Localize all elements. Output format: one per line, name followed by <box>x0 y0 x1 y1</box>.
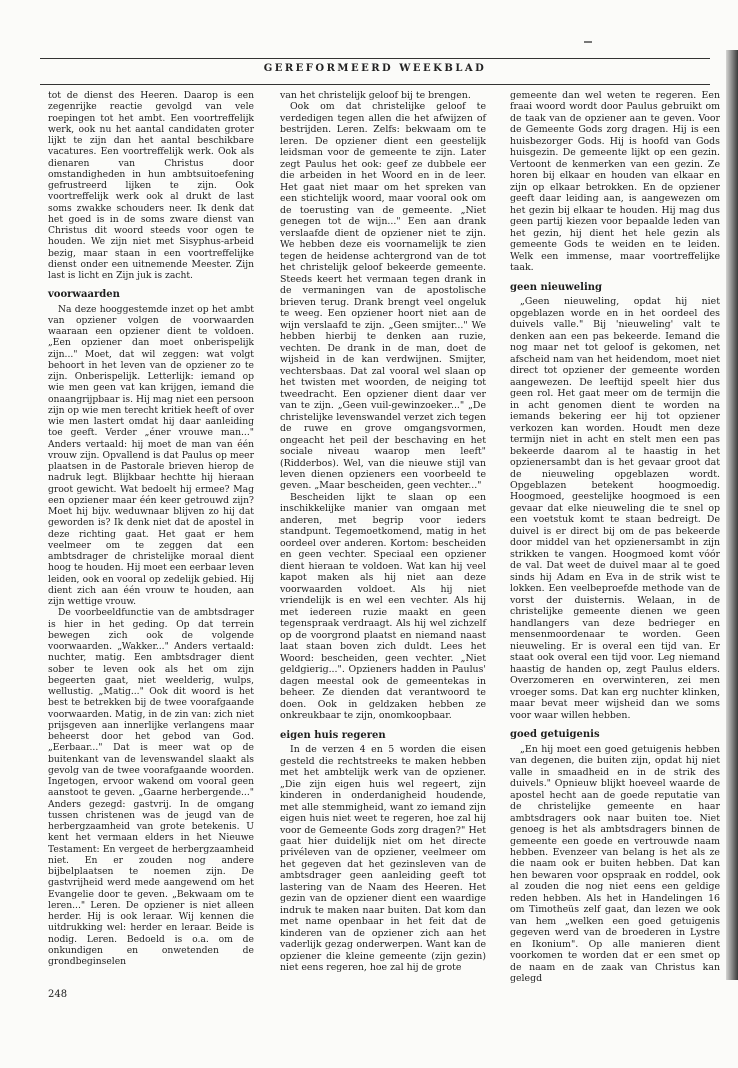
scan-mark <box>584 41 592 43</box>
paragraph: tot de dienst des Heeren. Daarop is een zegenrijke reactie gevolgd van vele roepingen tot het ambt. Een voortreffelijk werk, ook nu het aantal candidaten groter lijkt te zijn dan het aantal beschikbare vacatures. Een voortreffelijk werk. Ook als dienaren van Christus door omstandigheden in hun ambtsuitoefening gefrustreerd lijken te zijn. Ook voortreffelijk werk ook al drukt de last soms zwakke schouders neer. Ik denk dat het goed is in de soms zware dienst van Christus dit woord steeds voor ogen te houden. We zijn niet met Sisyphus-arbeid bezig, maar staan in een voortreffelijke dienst onder een uitnemende Meester. Zijn last is licht en Zijn juk is zacht. <box>48 90 254 281</box>
page-number: 248 <box>48 989 68 1000</box>
paragraph: gemeente dan wel weten te regeren. Een fraai woord wordt door Paulus gebruikt om de taak van de opziener aan te geven. Voor de Gemeente Gods zorg dragen. Hij is een huisbezorger Gods. Hij is hoofd van Gods huisgezin. De gemeente lijkt op een gezin. Vertoont de kenmerken van een gezin. Ze horen bij elkaar en houden van elkaar en zijn op elkaar betrokken. En de opziener geeft daar leiding aan, is aangewezen om het gezin bij elkaar te houden. Hij mag dus geen partij kiezen voor bepaalde leden van het gezin, hij dient het hele gezin als gemeente Gods te weiden en te leiden. Welk een immense, maar voortreffelijke taak. <box>510 90 720 274</box>
running-header <box>30 58 720 85</box>
section-heading-voorwaarden: voorwaarden <box>48 289 120 301</box>
paragraph: Na deze hooggestemde inzet op het ambt van opziener volgen de voorwaarden waaraan een opziener dient te voldoen. „Een opziener dan moet onberispelijk zijn..." Moet, dat wil zeggen: wat volgt behoort in het leven van de opziener zo te zijn. Onberispelijk. Letterlijk: iemand op wie men geen vat kan krijgen, iemand die onaangrijpbaar is. Hij mag niet een persoon zijn op wie men terecht kritiek heeft of over wie men lastert omdat hij daar aanleiding toe geeft. Verder „éner vrouwe man..." Anders vertaald: hij moet de man van één vrouw zijn. Opvallend is dat Paulus op meer plaatsen in de Pastorale brieven hierop de nadruk legt. Blijkbaar hechtte hij hieraan groot gewicht. Wat bedoelt hij ermee? Mag een opziener maar één keer getrouwd zijn? Moet hij bijv. weduwnaar blijven zo hij dat geworden is? Ik denk niet dat de apostel in deze richting gaat. Het gaat er hem veelmeer om te zeggen dat een ambtsdrager de christelijke moraal dient hoog te houden. Hij moet een eerbaar leven leiden, ook en vooral op zedelijk gebied. Hij dient zich aan één vrouw te houden, aan zijn wettige vrouw. <box>48 303 254 607</box>
paragraph: „Geen nieuweling, opdat hij niet opgeblazen worde en in het oordeel des duivels valle." Bij 'nieuweling' valt te denken aan een pas bekeerde. Iemand die nog maar net tot geloof is gekomen, net afscheid nam van het heidendom, moet niet direct tot opziener der gemeente worden aangewezen. De leeftijd speelt hier dus geen rol. Het gaat meer om de termijn die in acht genomen dient te worden na iemands bekering eer hij tot opziener verkozen kan worden. Houdt men deze termijn niet in acht en stelt men een pas bekeerde daarom al te haastig in het opzienersambt dan is het gevaar groot dat de nieuweling opgeblazen wordt. Opgeblazen betekent hoogmoedig. Hoogmoed, geestelijke hoogmoed is een gevaar dat elke nieuweling die te snel op een voetstuk komt te staan bedreigt. De duivel is er direct bij om de pas bekeerde door middel van het opzienersambt in zijn strikken te vangen. Hoogmoed komt vóór de val. Dat weet de duivel maar al te goed sinds hij Adam en Eva in de strik wist te lokken. Een veelbeproefde methode van de vorst der duisternis. Welaan, in de christelijke gemeente dienen we geen handlangers van deze bedrieger en mensenmoordenaar te worden. Geen nieuweling. Er is overal een tijd van. Er staat ook overal een tijd voor. Leg niemand haastig de handen op, zegt Paulus elders. Overzomeren en overwinteren, zei men vroeger soms. Dat kan erg nuchter klinken, maar bevat meer wijsheid dan we soms voor waar willen hebben. <box>510 296 720 721</box>
section-heading-goed-getuigenis: goed getuigenis <box>510 729 600 741</box>
paragraph: De voorbeeldfunctie van de ambtsdrager is hier in het geding. Op dat terrein bewegen zich ook de volgende voorwaarden. „Wakker..." Anders vertaald: nuchter, matig. Een ambtsdrager dient sober te leven ook als het om zijn begeerten gaat, niet weelderig, wulps, wellustig. „Matig..." Ook dit woord is het best te betrekken bij de twee voorafgaande voorwaarden. Matig, in de zin van: zich niet prijsgeven aan innerlijke verlangens maar beheerst door het gebod van God. „Eerbaar..." Dat is meer wat op de buitenkant van de levenswandel slaakt als gevolg van de twee voorafgaande woorden. Ingetogen, ervoor wakend om vooral geen aanstoot te geven. „Gaarne herbergende..." Anders gezegd: gastvrij. In de omgang tussen christenen was de jeugd van de herbergzaamheid van grote betekenis. U kent het vermaan elders in het Nieuwe Testament: En vergeet de herbergzaamheid niet. En er zouden nog andere bijbelplaatsen te noemen zijn. De gastvrijheid werd mede aangewend om het Evangelie door te geven. „Bekwaam om te leren..." Leren. De opziener is niet alleen herder. Hij is ook leraar. Wij kennen die uitdrukking wel: herder en leraar. Beide is nodig. Leren. Bedoeld is o.a. om de onkundigen en onwetenden de grondbeginselen <box>48 607 254 967</box>
column-right <box>510 90 720 985</box>
paragraph: Bescheiden lijkt te slaan op een inschikkelijke manier van omgaan met anderen, met begrip voor ieders standpunt. Tegemoetkomend, matig in het oordeel over anderen. Kortom: bescheiden en geen vechter. Speciaal een opziener dient hieraan te voldoen. Wat kan hij veel kapot maken als hij niet aan deze voorwaarden voldoet. Als hij niet vriendelijk is en wel een vechter. Als hij met iedereen ruzie maakt en geen tegenspraak verdraagt. Als hij wel zichzelf op de voorgrond plaatst en niemand naast laat staan boven zich duldt. Lees het Woord: bescheiden, geen vechter. „Niet geldgierig...". Opzieners hadden in Paulus' dagen meestal ook de gemeentekas in beheer. Ze dienden dat verantwoord te doen. Ook in geldzaken hebben ze onkreukbaar te zijn, onomkoopbaar. <box>280 491 486 722</box>
column-middle <box>280 90 486 974</box>
publication-title: GEREFORMEERD WEEKBLAD <box>263 63 487 74</box>
paragraph: Ook om dat christelijke geloof te verdedigen tegen allen die het afwijzen of bestrijden. Leren. Zelfs: bekwaam om te leren. De opziener dient een geestelijk leidsman voor de gemeente te zijn. Later zegt Paulus het ook: geef ze dubbele eer die arbeiden in het Woord en in de leer. Het gaat niet maar om het spreken van een stichtelijk woord, maar vooral ook om de toerusting van de gemeente. „Niet genegen tot de wijn..." Een aan drank verslaafde dient de opziener niet te zijn. We hebben deze eis voornamelijk te zien tegen de heidense achtergrond van de tot het christelijk geloof bekeerde gemeente. Steeds keert het vermaan tegen drank in de vermaningen van de apostolische brieven terug. Drank brengt veel ongeluk te weeg. Een opziener hoort niet aan de wijn verslaafd te zijn. „Geen smijter..." We hebben hierbij te denken aan ruzie, vechten. De drank in de man, doet de wijsheid in de kan verdwijnen. Smijter, vechtersbaas. Dat zal vooral wel slaan op het twisten met woorden, de neiging tot tweedracht. Een opziener dient daar ver van te zijn. „Geen vuil-gewinzoeker..." „De christelijke levenswandel verzet zich tegen de ruwe en grove omgangsvormen, ongeacht het peil der beschaving en het sociale niveau waarop men leeft" (Ridderbos). Wel, van die nieuwe stijl van leven dienen opzieners een voorbeeld te geven. „Maar bescheiden, geen vechter..." <box>280 101 486 492</box>
paragraph: van het christelijk geloof bij te brengen. <box>280 90 471 101</box>
header-rule-top <box>40 58 710 59</box>
page-edge-shadow <box>726 50 738 980</box>
section-heading-geen-nieuweling: geen nieuweling <box>510 281 603 293</box>
paragraph: „En hij moet een goed getuigenis hebben van degenen, die buiten zijn, opdat hij niet valle in smaadheid en in de strik des duivels." Opnieuw blijkt hoeveel waarde de apostel hecht aan de goede reputatie van de christelijke gemeente en haar ambtsdragers ook naar buiten toe. Niet genoeg is het als ambtsdragers binnen de gemeente een goede en vertrouwde naam hebben. Evenzeer van belang is het als ze die naam ook er buiten hebben. Dat kan hen bewaren voor opspraak en roddel, ook al zouden die nog niet eens een geldige reden hebben. Als het in Handelingen 16 om Timotheüs zelf gaat, dan lezen we ook van hem „welken een goed getuigenis gegeven werd van de broederen in Lystre en Ikonium". Op alle manieren dient voorkomen te worden dat er een smet op de naam en de zaak van Christus kan gelegd <box>510 743 720 985</box>
header-rule-bottom <box>40 84 710 85</box>
paragraph: In de verzen 4 en 5 worden die eisen gesteld die rechtstreeks te maken hebben met het ambtelijk werk van de opziener. „Die zijn eigen huis wel regeert, zijn kinderen in onderdanigheid houdende, met alle stemmigheid, want zo iemand zijn eigen huis niet weet te regeren, hoe zal hij voor de Gemeente Gods zorg dragen?" Het gaat hier duidelijk niet om het directe privéleven van de opziener, veelmeer om het gegeven dat het gezinsleven van de ambtsdrager geen aanleiding geeft tot lastering van de Naam des Heeren. Het gezin van de opziener dient een waardige indruk te maken naar buiten. Dat kom dan met name openbaar in het feit dat de kinderen van de opziener zich aan het vaderlijk gezag onderwerpen. Want kan de opziener die kleine gemeente (zijn gezin) niet eens regeren, hoe zal hij de grote <box>280 744 486 974</box>
section-heading-eigen-huis-regeren: eigen huis regeren <box>280 729 386 741</box>
column-left <box>48 90 254 967</box>
